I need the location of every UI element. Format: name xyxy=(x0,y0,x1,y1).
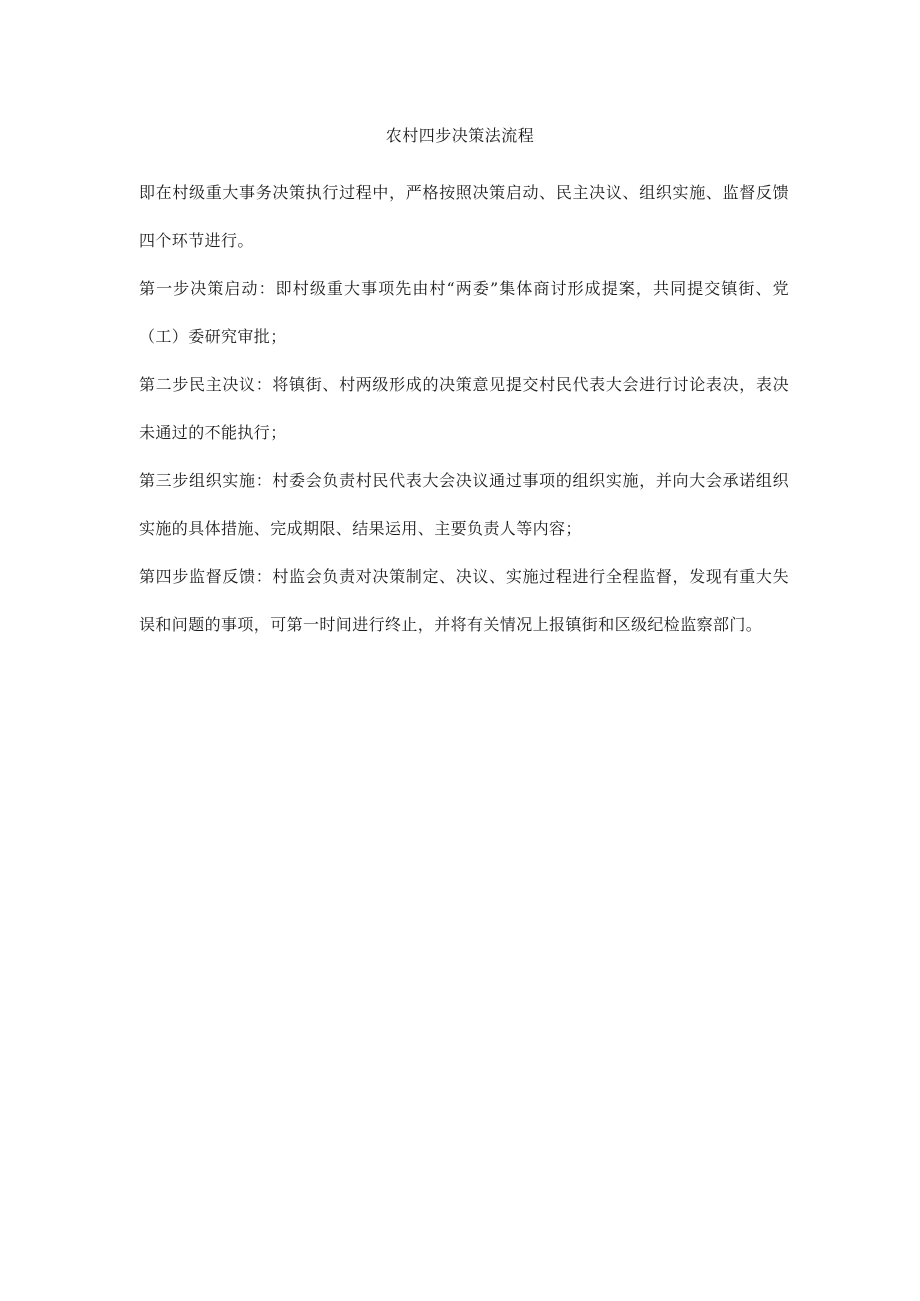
step-four-paragraph: 第四步监督反馈：村监会负责对决策制定、决议、实施过程进行全程监督，发现有重大失误和问题的事项，可第一时间进行终止，并将有关情况上报镇街和区级纪检监察部门。 xyxy=(139,567,789,634)
document-title: 农村四步决策法流程 xyxy=(385,126,535,145)
step-two-paragraph: 第二步民主决议：将镇街、村两级形成的决策意见提交村民代表大会进行讨论表决，表决未通过的不能执行； xyxy=(139,375,789,442)
step-three-paragraph: 第三步组织实施：村委会负责村民代表大会决议通过事项的组织实施，并向大会承诺组织实施的具体措施、完成期限、结果运用、主要负责人等内容； xyxy=(139,471,789,538)
step-one-paragraph: 第一步决策启动：即村级重大事项先由村“两委”集体商讨形成提案，共同提交镇街、党（工）委研究审批； xyxy=(139,279,789,346)
document-body xyxy=(139,169,789,649)
intro-paragraph: 即在村级重大事务决策执行过程中，严格按照决策启动、民主决议、组织实施、监督反馈四个环节进行。 xyxy=(139,183,789,250)
